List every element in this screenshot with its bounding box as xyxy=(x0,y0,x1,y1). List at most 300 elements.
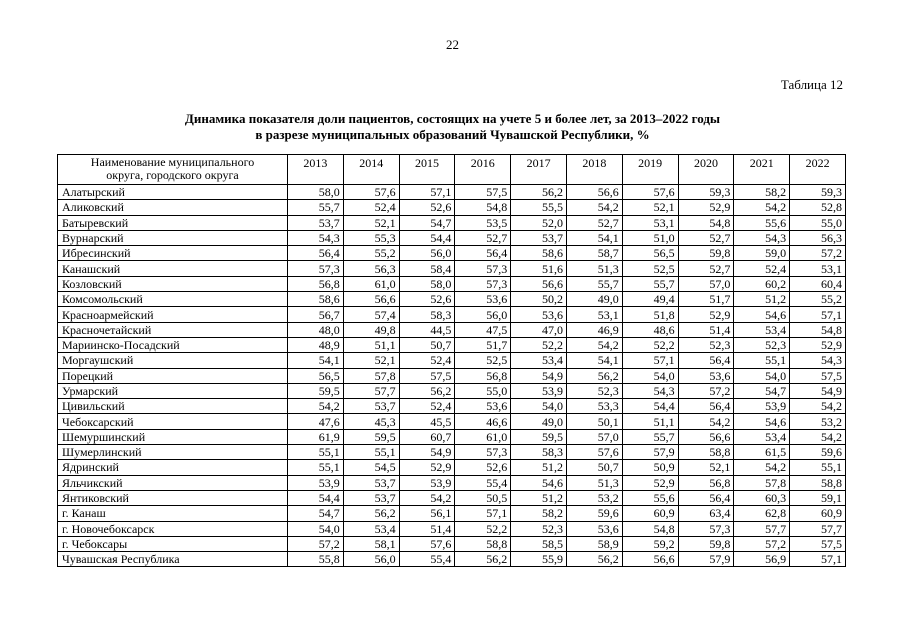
value-cell: 52,0 xyxy=(511,215,567,230)
year-header: 2019 xyxy=(622,155,678,185)
table-row xyxy=(58,506,846,521)
value-cell: 53,7 xyxy=(288,215,344,230)
value-cell: 57,8 xyxy=(343,368,399,383)
value-cell: 58,6 xyxy=(511,246,567,261)
value-cell: 57,0 xyxy=(566,429,622,444)
value-cell: 54,4 xyxy=(399,230,455,245)
value-cell: 58,8 xyxy=(790,475,846,490)
value-cell: 53,4 xyxy=(734,429,790,444)
value-cell: 59,0 xyxy=(734,246,790,261)
value-cell: 61,0 xyxy=(455,429,511,444)
year-header: 2021 xyxy=(734,155,790,185)
value-cell: 52,7 xyxy=(678,261,734,276)
value-cell: 53,9 xyxy=(288,475,344,490)
table-row xyxy=(58,383,846,398)
value-cell: 54,2 xyxy=(790,429,846,444)
value-cell: 56,2 xyxy=(455,552,511,567)
value-cell: 55,1 xyxy=(734,353,790,368)
value-cell: 57,4 xyxy=(343,307,399,322)
value-cell: 55,7 xyxy=(622,276,678,291)
value-cell: 58,6 xyxy=(288,292,344,307)
value-cell: 53,1 xyxy=(566,307,622,322)
value-cell: 58,0 xyxy=(288,185,344,200)
value-cell: 56,4 xyxy=(678,399,734,414)
value-cell: 56,0 xyxy=(455,307,511,322)
table-row xyxy=(58,521,846,536)
value-cell: 56,4 xyxy=(678,490,734,505)
value-cell: 55,9 xyxy=(511,552,567,567)
value-cell: 57,9 xyxy=(622,445,678,460)
value-cell: 52,8 xyxy=(790,200,846,215)
value-cell: 54,8 xyxy=(678,215,734,230)
value-cell: 54,4 xyxy=(622,399,678,414)
value-cell: 51,7 xyxy=(455,337,511,352)
value-cell: 52,3 xyxy=(511,521,567,536)
value-cell: 61,0 xyxy=(343,276,399,291)
value-cell: 53,6 xyxy=(455,399,511,414)
row-name-cell: Мариинско-Посадский xyxy=(58,337,288,352)
value-cell: 57,1 xyxy=(790,552,846,567)
row-name-cell: Красноармейский xyxy=(58,307,288,322)
value-cell: 55,8 xyxy=(288,552,344,567)
value-cell: 52,1 xyxy=(343,215,399,230)
value-cell: 52,7 xyxy=(566,215,622,230)
row-name-cell: Аликовский xyxy=(58,200,288,215)
row-name-cell: Цивильский xyxy=(58,399,288,414)
value-cell: 51,2 xyxy=(511,490,567,505)
value-cell: 52,9 xyxy=(678,307,734,322)
value-cell: 53,4 xyxy=(343,521,399,536)
row-name-cell: Ибресинский xyxy=(58,246,288,261)
table-row xyxy=(58,414,846,429)
value-cell: 57,5 xyxy=(790,536,846,551)
value-cell: 57,2 xyxy=(288,536,344,551)
value-cell: 54,2 xyxy=(288,399,344,414)
value-cell: 52,5 xyxy=(622,261,678,276)
value-cell: 56,8 xyxy=(678,475,734,490)
value-cell: 55,7 xyxy=(622,429,678,444)
value-cell: 56,3 xyxy=(790,230,846,245)
row-name-cell: Моргаушский xyxy=(58,353,288,368)
value-cell: 56,8 xyxy=(455,368,511,383)
row-name-cell: Канашский xyxy=(58,261,288,276)
value-cell: 57,6 xyxy=(622,185,678,200)
value-cell: 56,4 xyxy=(678,353,734,368)
value-cell: 53,6 xyxy=(678,368,734,383)
value-cell: 59,6 xyxy=(566,506,622,521)
value-cell: 53,5 xyxy=(455,215,511,230)
row-name-cell: Шумерлинский xyxy=(58,445,288,460)
value-cell: 56,3 xyxy=(343,261,399,276)
value-cell: 58,3 xyxy=(511,445,567,460)
table-row xyxy=(58,490,846,505)
row-name-cell: Красночетайский xyxy=(58,322,288,337)
value-cell: 52,4 xyxy=(343,200,399,215)
value-cell: 54,4 xyxy=(288,490,344,505)
value-cell: 53,7 xyxy=(343,490,399,505)
value-cell: 54,3 xyxy=(288,230,344,245)
value-cell: 59,2 xyxy=(622,536,678,551)
value-cell: 49,0 xyxy=(511,414,567,429)
value-cell: 52,1 xyxy=(678,460,734,475)
value-cell: 52,2 xyxy=(455,521,511,536)
value-cell: 54,2 xyxy=(734,460,790,475)
row-name-cell: Яльчикский xyxy=(58,475,288,490)
value-cell: 58,8 xyxy=(455,536,511,551)
value-cell: 55,4 xyxy=(399,552,455,567)
value-cell: 48,6 xyxy=(622,322,678,337)
value-cell: 51,4 xyxy=(399,521,455,536)
value-cell: 58,8 xyxy=(678,445,734,460)
value-cell: 52,5 xyxy=(455,353,511,368)
table-row xyxy=(58,536,846,551)
value-cell: 55,7 xyxy=(566,276,622,291)
value-cell: 54,2 xyxy=(566,200,622,215)
value-cell: 52,7 xyxy=(678,230,734,245)
value-cell: 55,2 xyxy=(790,292,846,307)
value-cell: 51,8 xyxy=(622,307,678,322)
value-cell: 52,4 xyxy=(734,261,790,276)
value-cell: 53,1 xyxy=(622,215,678,230)
data-table xyxy=(57,154,846,567)
value-cell: 53,6 xyxy=(455,292,511,307)
table-label: Таблица 12 xyxy=(780,77,843,92)
table-row xyxy=(58,337,846,352)
value-cell: 54,6 xyxy=(734,307,790,322)
value-cell: 56,8 xyxy=(288,276,344,291)
value-cell: 52,6 xyxy=(399,200,455,215)
value-cell: 56,0 xyxy=(343,552,399,567)
value-cell: 52,2 xyxy=(622,337,678,352)
value-cell: 60,9 xyxy=(790,506,846,521)
row-name-cell: Урмарский xyxy=(58,383,288,398)
value-cell: 56,6 xyxy=(678,429,734,444)
value-cell: 55,7 xyxy=(288,200,344,215)
row-name-cell: г. Чебоксары xyxy=(58,536,288,551)
value-cell: 57,9 xyxy=(678,552,734,567)
value-cell: 59,1 xyxy=(790,490,846,505)
row-name-cell: Козловский xyxy=(58,276,288,291)
value-cell: 58,1 xyxy=(343,536,399,551)
year-header: 2015 xyxy=(399,155,455,185)
value-cell: 58,4 xyxy=(399,261,455,276)
value-cell: 54,2 xyxy=(678,414,734,429)
value-cell: 45,5 xyxy=(399,414,455,429)
value-cell: 61,5 xyxy=(734,445,790,460)
year-header: 2016 xyxy=(455,155,511,185)
value-cell: 47,0 xyxy=(511,322,567,337)
value-cell: 54,7 xyxy=(288,506,344,521)
value-cell: 45,3 xyxy=(343,414,399,429)
table-row xyxy=(58,353,846,368)
value-cell: 52,9 xyxy=(622,475,678,490)
value-cell: 50,2 xyxy=(511,292,567,307)
table-row xyxy=(58,399,846,414)
table-row xyxy=(58,276,846,291)
value-cell: 54,0 xyxy=(288,521,344,536)
value-cell: 58,2 xyxy=(734,185,790,200)
row-name-cell: Алатырский xyxy=(58,185,288,200)
value-cell: 58,9 xyxy=(566,536,622,551)
value-cell: 57,0 xyxy=(678,276,734,291)
value-cell: 57,5 xyxy=(455,185,511,200)
value-cell: 57,2 xyxy=(734,536,790,551)
value-cell: 51,1 xyxy=(622,414,678,429)
value-cell: 52,4 xyxy=(399,353,455,368)
year-header: 2017 xyxy=(511,155,567,185)
value-cell: 58,7 xyxy=(566,246,622,261)
row-name-cell: Комсомольский xyxy=(58,292,288,307)
table-title xyxy=(0,111,905,143)
table-row xyxy=(58,552,846,567)
value-cell: 50,7 xyxy=(399,337,455,352)
table-row xyxy=(58,429,846,444)
value-cell: 55,6 xyxy=(622,490,678,505)
year-header: 2018 xyxy=(566,155,622,185)
value-cell: 58,3 xyxy=(399,307,455,322)
value-cell: 61,9 xyxy=(288,429,344,444)
table-row xyxy=(58,322,846,337)
value-cell: 51,4 xyxy=(678,322,734,337)
value-cell: 59,8 xyxy=(678,536,734,551)
row-name-cell: Ядринский xyxy=(58,460,288,475)
value-cell: 57,3 xyxy=(455,261,511,276)
value-cell: 53,2 xyxy=(790,414,846,429)
value-cell: 60,2 xyxy=(734,276,790,291)
value-cell: 50,9 xyxy=(622,460,678,475)
value-cell: 52,6 xyxy=(399,292,455,307)
value-cell: 52,3 xyxy=(678,337,734,352)
value-cell: 57,7 xyxy=(734,521,790,536)
value-cell: 53,6 xyxy=(511,307,567,322)
value-cell: 56,7 xyxy=(288,307,344,322)
value-cell: 54,7 xyxy=(734,383,790,398)
value-cell: 55,0 xyxy=(455,383,511,398)
value-cell: 56,6 xyxy=(622,552,678,567)
value-cell: 55,1 xyxy=(790,460,846,475)
value-cell: 57,7 xyxy=(343,383,399,398)
table-row xyxy=(58,368,846,383)
title-line-2: в разрезе муниципальных образований Чувашской Республики, % xyxy=(255,127,650,142)
value-cell: 52,3 xyxy=(734,337,790,352)
value-cell: 59,8 xyxy=(678,246,734,261)
table-row xyxy=(58,445,846,460)
name-header-line-2: округа, городского округа xyxy=(106,168,239,182)
value-cell: 52,4 xyxy=(399,399,455,414)
value-cell: 52,9 xyxy=(790,337,846,352)
value-cell: 55,1 xyxy=(288,460,344,475)
value-cell: 55,0 xyxy=(790,215,846,230)
value-cell: 56,5 xyxy=(288,368,344,383)
name-column-header xyxy=(58,155,288,185)
value-cell: 53,7 xyxy=(511,230,567,245)
header-row xyxy=(58,155,846,185)
value-cell: 57,6 xyxy=(343,185,399,200)
value-cell: 56,6 xyxy=(566,185,622,200)
value-cell: 54,9 xyxy=(399,445,455,460)
row-name-cell: Чебоксарский xyxy=(58,414,288,429)
value-cell: 53,1 xyxy=(790,261,846,276)
value-cell: 49,0 xyxy=(566,292,622,307)
year-header: 2020 xyxy=(678,155,734,185)
value-cell: 54,6 xyxy=(734,414,790,429)
value-cell: 57,3 xyxy=(288,261,344,276)
value-cell: 57,2 xyxy=(790,246,846,261)
value-cell: 53,4 xyxy=(734,322,790,337)
value-cell: 53,3 xyxy=(566,399,622,414)
row-name-cell: Батыревский xyxy=(58,215,288,230)
value-cell: 48,9 xyxy=(288,337,344,352)
value-cell: 59,5 xyxy=(343,429,399,444)
value-cell: 50,7 xyxy=(566,460,622,475)
value-cell: 51,0 xyxy=(622,230,678,245)
table-row xyxy=(58,307,846,322)
table-row xyxy=(58,185,846,200)
value-cell: 46,9 xyxy=(566,322,622,337)
value-cell: 55,4 xyxy=(455,475,511,490)
year-header: 2013 xyxy=(288,155,344,185)
table-row xyxy=(58,246,846,261)
value-cell: 56,4 xyxy=(455,246,511,261)
value-cell: 57,1 xyxy=(399,185,455,200)
value-cell: 51,2 xyxy=(734,292,790,307)
value-cell: 50,1 xyxy=(566,414,622,429)
value-cell: 53,9 xyxy=(511,383,567,398)
value-cell: 54,1 xyxy=(566,230,622,245)
value-cell: 52,9 xyxy=(678,200,734,215)
value-cell: 59,3 xyxy=(678,185,734,200)
value-cell: 54,0 xyxy=(511,399,567,414)
value-cell: 55,1 xyxy=(288,445,344,460)
value-cell: 52,7 xyxy=(455,230,511,245)
value-cell: 56,2 xyxy=(566,368,622,383)
value-cell: 59,6 xyxy=(790,445,846,460)
table-row xyxy=(58,215,846,230)
value-cell: 57,5 xyxy=(399,368,455,383)
row-name-cell: Янтиковский xyxy=(58,490,288,505)
row-name-cell: Чувашская Республика xyxy=(58,552,288,567)
value-cell: 63,4 xyxy=(678,506,734,521)
value-cell: 54,8 xyxy=(455,200,511,215)
value-cell: 54,9 xyxy=(790,383,846,398)
value-cell: 50,5 xyxy=(455,490,511,505)
value-cell: 51,2 xyxy=(511,460,567,475)
value-cell: 54,6 xyxy=(511,475,567,490)
value-cell: 49,4 xyxy=(622,292,678,307)
table-body xyxy=(58,185,846,567)
value-cell: 56,5 xyxy=(622,246,678,261)
value-cell: 54,2 xyxy=(566,337,622,352)
value-cell: 60,3 xyxy=(734,490,790,505)
row-name-cell: г. Новочебоксарск xyxy=(58,521,288,536)
table-row xyxy=(58,261,846,276)
value-cell: 56,2 xyxy=(566,552,622,567)
value-cell: 56,6 xyxy=(343,292,399,307)
value-cell: 52,1 xyxy=(622,200,678,215)
value-cell: 46,6 xyxy=(455,414,511,429)
value-cell: 58,2 xyxy=(511,506,567,521)
row-name-cell: г. Канаш xyxy=(58,506,288,521)
value-cell: 51,7 xyxy=(678,292,734,307)
value-cell: 54,3 xyxy=(734,230,790,245)
value-cell: 53,7 xyxy=(343,399,399,414)
value-cell: 54,8 xyxy=(622,521,678,536)
value-cell: 62,8 xyxy=(734,506,790,521)
value-cell: 54,7 xyxy=(399,215,455,230)
value-cell: 54,5 xyxy=(343,460,399,475)
row-name-cell: Вурнарский xyxy=(58,230,288,245)
value-cell: 47,6 xyxy=(288,414,344,429)
value-cell: 47,5 xyxy=(455,322,511,337)
table-row xyxy=(58,460,846,475)
value-cell: 54,8 xyxy=(790,322,846,337)
value-cell: 53,6 xyxy=(566,521,622,536)
value-cell: 56,9 xyxy=(734,552,790,567)
value-cell: 59,5 xyxy=(288,383,344,398)
value-cell: 57,1 xyxy=(622,353,678,368)
value-cell: 56,1 xyxy=(399,506,455,521)
value-cell: 56,2 xyxy=(343,506,399,521)
value-cell: 52,2 xyxy=(511,337,567,352)
value-cell: 55,3 xyxy=(343,230,399,245)
value-cell: 52,6 xyxy=(455,460,511,475)
value-cell: 49,8 xyxy=(343,322,399,337)
year-header: 2022 xyxy=(790,155,846,185)
table-row xyxy=(58,230,846,245)
value-cell: 54,0 xyxy=(622,368,678,383)
value-cell: 59,3 xyxy=(790,185,846,200)
value-cell: 44,5 xyxy=(399,322,455,337)
value-cell: 52,3 xyxy=(566,383,622,398)
row-name-cell: Порецкий xyxy=(58,368,288,383)
value-cell: 56,6 xyxy=(511,276,567,291)
value-cell: 55,5 xyxy=(511,200,567,215)
value-cell: 57,3 xyxy=(678,521,734,536)
value-cell: 54,1 xyxy=(566,353,622,368)
value-cell: 57,3 xyxy=(455,445,511,460)
year-header: 2014 xyxy=(343,155,399,185)
value-cell: 60,4 xyxy=(790,276,846,291)
value-cell: 53,2 xyxy=(566,490,622,505)
value-cell: 51,6 xyxy=(511,261,567,276)
value-cell: 54,2 xyxy=(399,490,455,505)
value-cell: 56,2 xyxy=(511,185,567,200)
value-cell: 53,7 xyxy=(343,475,399,490)
value-cell: 54,2 xyxy=(734,200,790,215)
value-cell: 48,0 xyxy=(288,322,344,337)
value-cell: 57,6 xyxy=(566,445,622,460)
value-cell: 54,2 xyxy=(790,399,846,414)
value-cell: 55,1 xyxy=(343,445,399,460)
value-cell: 54,3 xyxy=(622,383,678,398)
name-header-line-1: Наименование муниципального xyxy=(90,155,255,169)
value-cell: 57,6 xyxy=(399,536,455,551)
value-cell: 57,7 xyxy=(790,521,846,536)
value-cell: 54,9 xyxy=(511,368,567,383)
value-cell: 55,2 xyxy=(343,246,399,261)
row-name-cell: Шемуршинский xyxy=(58,429,288,444)
table-row xyxy=(58,200,846,215)
value-cell: 55,6 xyxy=(734,215,790,230)
value-cell: 57,1 xyxy=(455,506,511,521)
value-cell: 53,4 xyxy=(511,353,567,368)
value-cell: 57,3 xyxy=(455,276,511,291)
value-cell: 59,5 xyxy=(511,429,567,444)
table-row xyxy=(58,292,846,307)
value-cell: 53,9 xyxy=(399,475,455,490)
value-cell: 51,3 xyxy=(566,475,622,490)
value-cell: 58,5 xyxy=(511,536,567,551)
